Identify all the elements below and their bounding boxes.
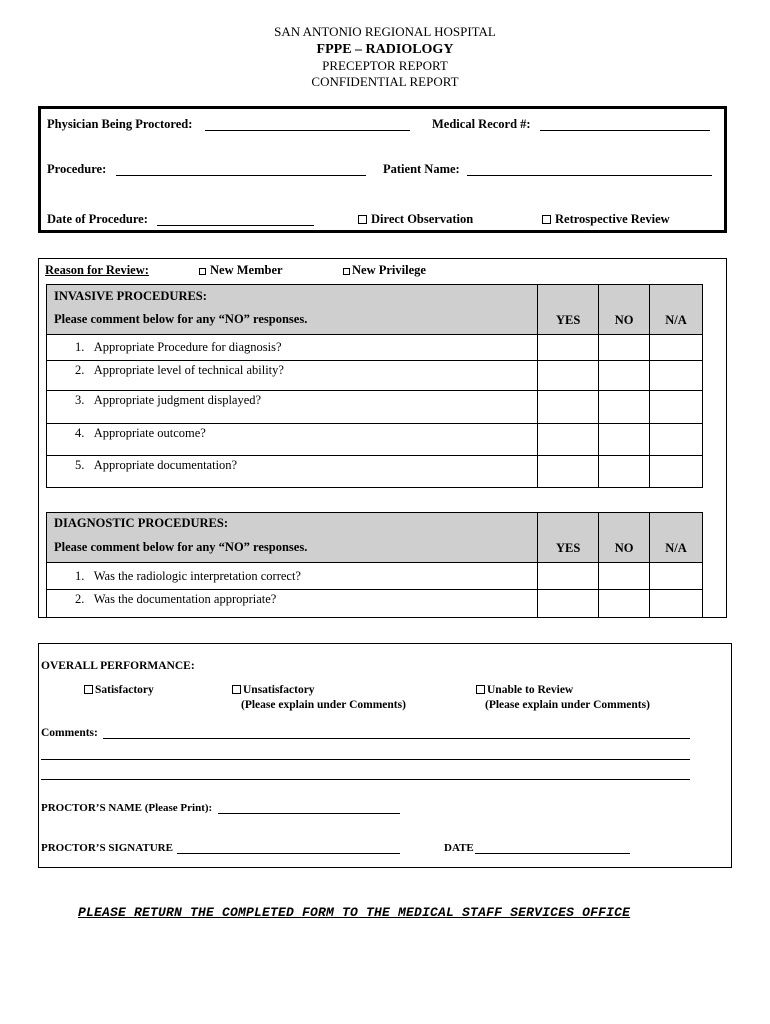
overall-performance-label: OVERALL PERFORMANCE:: [41, 660, 195, 672]
comments-line-2[interactable]: [41, 746, 690, 760]
table-row: [47, 590, 703, 618]
question-cell: [47, 590, 538, 618]
question-cell: [47, 456, 538, 488]
item-text: Appropriate level of technical ability?: [93, 363, 284, 377]
no-cell[interactable]: [599, 424, 650, 456]
table-row: [47, 391, 703, 424]
new-privilege-label: New Privilege: [352, 263, 426, 277]
question-cell: [47, 391, 538, 424]
item-text: Appropriate outcome?: [93, 426, 206, 440]
na-cell[interactable]: [650, 590, 703, 618]
item-number: 1.: [75, 340, 85, 354]
table-row: [47, 361, 703, 391]
checkbox-icon[interactable]: [232, 685, 241, 694]
yes-cell[interactable]: [538, 563, 599, 590]
invasive-instruction: Please comment below for any “NO” responses.: [54, 312, 308, 326]
proctor-name-label: PROCTOR’S NAME (Please Print):: [41, 802, 213, 814]
new-privilege-option[interactable]: [343, 263, 426, 278]
procedure-label: Procedure:: [47, 162, 107, 176]
procedure-field[interactable]: [116, 162, 366, 176]
retrospective-review-option[interactable]: [542, 212, 670, 227]
yes-cell[interactable]: [538, 361, 599, 391]
yes-cell[interactable]: [538, 424, 599, 456]
item-text: Appropriate documentation?: [93, 458, 238, 472]
diagnostic-instruction: Please comment below for any “NO” responses.: [54, 540, 308, 554]
date-field[interactable]: [475, 840, 630, 854]
na-cell[interactable]: [650, 335, 703, 361]
na-cell[interactable]: [650, 361, 703, 391]
item-number: 2.: [75, 363, 85, 377]
no-cell[interactable]: [599, 590, 650, 618]
retrospective-review-label: Retrospective Review: [555, 212, 670, 226]
no-cell[interactable]: [599, 361, 650, 391]
na-header: N/A: [650, 513, 703, 563]
no-cell[interactable]: [599, 335, 650, 361]
new-member-option[interactable]: [199, 263, 283, 278]
unsatisfactory-label: Unsatisfactory: [243, 684, 315, 696]
checkbox-icon[interactable]: [542, 215, 551, 224]
invasive-heading: INVASIVE PROCEDURES:: [54, 289, 207, 303]
satisfactory-label: Satisfactory: [95, 684, 154, 696]
date-of-procedure-label: Date of Procedure:: [47, 212, 148, 226]
yes-header: YES: [538, 285, 599, 335]
item-text: Appropriate Procedure for diagnosis?: [93, 340, 282, 354]
return-instruction: PLEASE RETURN THE COMPLETED FORM TO THE MEDICAL STAFF SERVICES OFFICE: [78, 905, 631, 920]
yes-header: YES: [538, 513, 599, 563]
satisfactory-option[interactable]: [84, 684, 154, 696]
invasive-header-cell: [47, 285, 538, 335]
form-subtitle: PRECEPTOR REPORT: [322, 58, 448, 73]
checkbox-icon[interactable]: [84, 685, 93, 694]
unsatisfactory-option[interactable]: [232, 684, 315, 696]
form-title: FPPE – RADIOLOGY: [316, 42, 454, 57]
medical-record-field[interactable]: [540, 117, 710, 131]
proctor-name-field[interactable]: [218, 800, 400, 814]
unable-to-review-option[interactable]: [476, 684, 573, 696]
proctor-signature-field[interactable]: [177, 840, 400, 854]
na-cell[interactable]: [650, 424, 703, 456]
yes-cell[interactable]: [538, 590, 599, 618]
yes-cell[interactable]: [538, 335, 599, 361]
new-member-label: New Member: [210, 263, 283, 277]
na-cell[interactable]: [650, 563, 703, 590]
confidential-label: CONFIDENTIAL REPORT: [311, 74, 459, 89]
item-text: Appropriate judgment displayed?: [93, 393, 262, 407]
unsatisfactory-note: (Please explain under Comments): [241, 699, 406, 711]
unable-to-review-label: Unable to Review: [487, 684, 574, 696]
physician-label: Physician Being Proctored:: [47, 117, 193, 131]
diagnostic-header-cell: [47, 513, 538, 563]
question-cell: [47, 335, 538, 361]
date-label: DATE: [444, 842, 474, 854]
item-number: 4.: [75, 426, 85, 440]
na-header: N/A: [650, 285, 703, 335]
direct-observation-label: Direct Observation: [371, 212, 474, 226]
question-cell: [47, 424, 538, 456]
physician-field[interactable]: [205, 117, 410, 131]
diagnostic-heading: DIAGNOSTIC PROCEDURES:: [54, 516, 228, 530]
checkbox-icon[interactable]: [476, 685, 485, 694]
date-of-procedure-field[interactable]: [157, 212, 314, 226]
question-cell: [47, 361, 538, 391]
item-text: Was the radiologic interpretation correct?: [93, 568, 301, 583]
checkbox-icon[interactable]: [343, 268, 350, 275]
item-text: Was the documentation appropriate?: [93, 592, 277, 606]
question-cell: [47, 563, 538, 590]
invasive-procedures-table: [46, 284, 703, 488]
item-number: 5.: [75, 458, 85, 472]
comments-line-3[interactable]: [41, 766, 690, 780]
na-cell[interactable]: [650, 391, 703, 424]
patient-name-field[interactable]: [467, 162, 712, 176]
comments-label: Comments:: [41, 727, 98, 739]
direct-observation-option[interactable]: [358, 212, 473, 227]
item-number: 2.: [75, 592, 85, 606]
comments-line-1[interactable]: [103, 725, 690, 739]
table-row: [47, 563, 703, 590]
hospital-name: SAN ANTONIO REGIONAL HOSPITAL: [274, 24, 496, 39]
yes-cell[interactable]: [538, 456, 599, 488]
unable-to-review-note: (Please explain under Comments): [485, 699, 650, 711]
na-cell[interactable]: [650, 456, 703, 488]
reason-for-review-label: Reason for Review:: [45, 263, 149, 277]
medical-record-label: Medical Record #:: [432, 117, 531, 131]
yes-cell[interactable]: [538, 391, 599, 424]
no-header: NO: [599, 285, 650, 335]
diagnostic-procedures-table: [46, 512, 703, 618]
table-row: [47, 456, 703, 488]
item-number: 3.: [75, 393, 85, 407]
no-cell[interactable]: [599, 391, 650, 424]
no-cell[interactable]: [599, 456, 650, 488]
checkbox-icon[interactable]: [358, 215, 367, 224]
item-number: 1.: [75, 568, 85, 583]
patient-name-label: Patient Name:: [383, 162, 460, 176]
proctor-signature-label: PROCTOR’S SIGNATURE: [41, 842, 173, 854]
no-header: NO: [599, 513, 650, 563]
checkbox-icon[interactable]: [199, 268, 206, 275]
no-cell[interactable]: [599, 563, 650, 590]
table-row: [47, 424, 703, 456]
table-row: [47, 335, 703, 361]
